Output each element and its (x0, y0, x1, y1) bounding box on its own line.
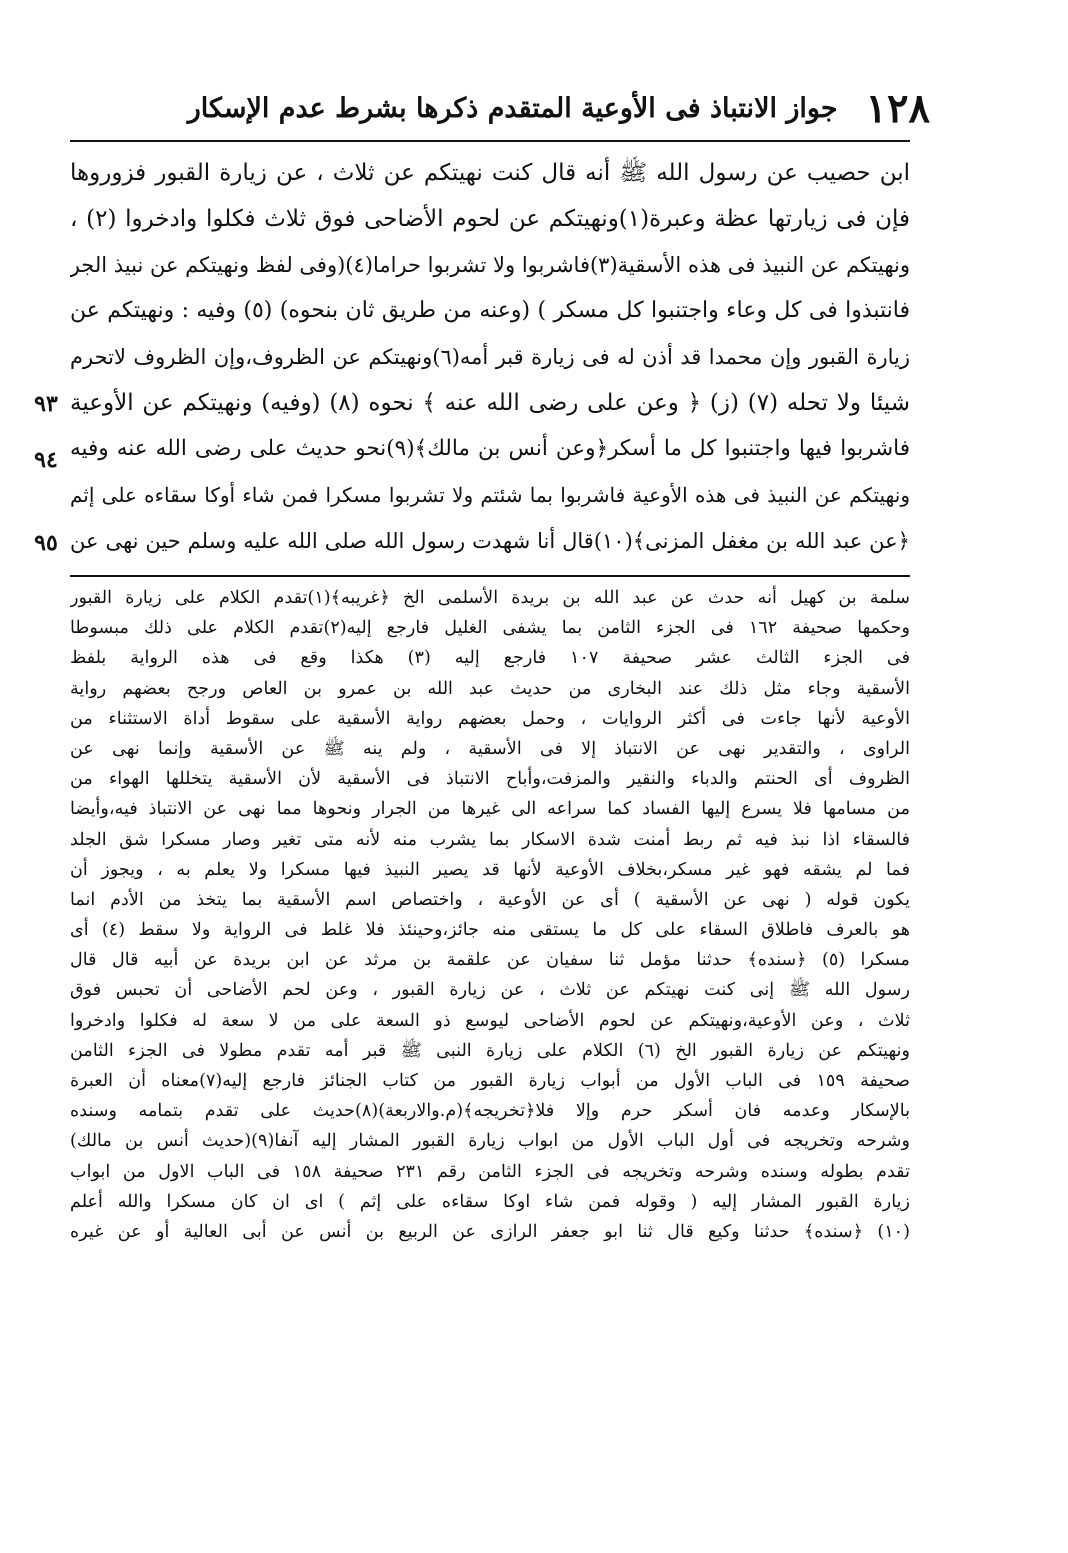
note-line: بالإسكار وعدمه فان أسكر حرم وإلا فلا﴿تخريجه﴾(م.والاربعة)(٨)حديث على تقدم بتمامه وسنده (70, 1101, 910, 1122)
note-line: الظروف أى الحنتم والدباء والنقير والمزفت،وأباح الانتباذ فى الأسقية لأن الأسقية يتخللها الهواء من (70, 769, 910, 790)
note-line: وحكمها صحيفة ١٦٢ فى الجزء الثامن بما يشفى الغليل فارجع إليه(٢)تقدم الكلام على ذلك مبسوطا (70, 618, 910, 639)
note-line: ونهيتكم عن زيارة القبور الخ (٦) الكلام على زيارة النبى ﷺ قبر أمه تقدم مطولا فى الجزء الثامن (70, 1040, 910, 1061)
commentary-notes (70, 583, 910, 1247)
note-line: رسول الله ﷺ إنى كنت نهيتكم عن ثلاث ، عن زيارة القبور ، وعن لحم الأضاحى أن تحبس فوق (70, 980, 910, 1001)
note-line: هو بالعرف فاطلاق السقاء على كل ما يستقى منه جائز،وحينئذ فلا غلط فى الرواية ولا سقط (٤) أى (70, 920, 910, 941)
hadith-number: ٩٣ (34, 391, 58, 417)
hadith-number: ٩٤ (34, 447, 58, 473)
main-text (70, 150, 910, 564)
note-line: من مسامها فلا يسرع إليها الفساد كما سراعه الى غيرها من الجرار ونحوها مما نهى عن الانتباذ فيه،وأيضا (70, 799, 910, 820)
main-line: زيارة القبور وإن محمدا قد أذن له فى زيارة قبر أمه(٦)ونهيتكم عن الظروف،وإن الظروف لاتحرم (70, 345, 910, 369)
main-line: ونهيتكم عن النبيذ فى هذه الأسقية(٣)فاشربوا ولا تشربوا حراما(٤)(وفى لفظ ونهيتكم عن نبيذ الجر (70, 253, 910, 277)
main-line: فإن فى زيارتها عظة وعبرة(١)ونهيتكم عن لحوم الأضاحى فوق ثلاث فكلوا وادخروا (٢) ، (70, 206, 910, 232)
note-line: فالسقاء اذا نبذ فيه ثم ربط أمنت شدة الاسكار بما يشرب منه لأنه متى تغير وصار مسكرا شق الجلد (70, 829, 910, 850)
main-line: ابن حصيب عن رسول الله ﷺ أنه قال كنت نهيتكم عن ثلاث ، عن زيارة القبور فزوروها (70, 160, 910, 186)
hadith-number: ٩٥ (34, 530, 58, 556)
note-line: يكون قوله ( نهى عن الأسقية ) أى عن الأوعية ، واختصاص اسم الأسقية بما يتخذ من الأدم انما (70, 889, 910, 910)
running-title: جواز الانتباذ فى الأوعية المتقدم ذكرها بشرط عدم الإسكار (187, 92, 838, 124)
note-line: سلمة بن كهيل أنه حدث عن عبد الله بن بريدة الأسلمى الخ ﴿غريبه﴾(١)تقدم الكلام على زيارة القبور (70, 588, 910, 608)
page-number: ١٢٨ (865, 84, 930, 132)
main-line: فاشربوا فيها واجتنبوا كل ما أسكر﴿وعن أنس بن مالك﴾(٩)نحو حديث على رضى الله عنه وفيه (70, 436, 910, 461)
note-line: فى الجزء الثالث عشر صحيفة ١٠٧ فارجع إليه (٣) هكذا وقع فى هذه الرواية بلفظ (70, 648, 910, 669)
note-line: تقدم بطوله وسنده وشرحه وتخريجه فى الجزء الثامن رقم ٢٣١ صحيفة ١٥٨ فى الباب الاول من ابواب (70, 1161, 910, 1182)
page-header (187, 84, 930, 132)
footnote-separator (70, 575, 910, 577)
note-line: صحيفة ١٥٩ فى الباب الأول من أبواب زيارة القبور من كتاب الجنائز فارجع إليه(٧)معناه أن العبرة (70, 1071, 910, 1091)
main-line: فانتبذوا فى كل وعاء واجتنبوا كل مسكر ) (وعنه من طريق ثان بنحوه) (٥) وفيه : ونهيتكم عن (70, 298, 910, 323)
note-line: زيارة القبور المشار إليه ( وقوله فمن شاء اوكا سقاءه على إثم ) اى ان كان مسكرا والله أعلم (70, 1191, 910, 1212)
note-line: الأوعية لأنها جاءت فى أكثر الروايات ، وحمل بعضهم رواية الأسقية على سقوط أداة الاستثناء من (70, 708, 910, 729)
note-line: (١٠) ﴿سنده﴾ حدثنا وكيع قال ثنا ابو جعفر الرازى عن الربيع بن أنس عن أبى العالية أو عن غيره (70, 1221, 910, 1242)
note-line: فما لم يشقه فهو غير مسكر،بخلاف الأوعية لأنها قد يصير النبيذ فيها مسكرا ولا يعلم به ، ويجوز أن (70, 859, 910, 880)
note-line: وشرحه وتخريجه فى أول الباب الأول من ابواب زيارة القبور المشار إليه آنفا(٩)(حديث أنس بن مالك) (70, 1131, 910, 1152)
note-line: مسكرا (٥) ﴿سنده﴾ حدثنا مؤمل ثنا سفيان عن علقمة بن مرثد عن ابن بريدة عن أبيه قال قال (70, 950, 910, 971)
note-line: الأسقية وجاء مثل ذلك عند البخارى من حديث عبد الله بن عمرو بن العاص ورجح بعضهم رواية (70, 678, 910, 699)
main-line: شيئا ولا تحله (٧) (ز) ﴿ وعن على رضى الله عنه ﴾ نحوه (٨) (وفيه) ونهيتكم عن الأوعية (70, 390, 910, 416)
note-line: ثلاث ، وعن الأوعية،ونهيتكم عن لحوم الأضاحى ليوسع ذو السعة على من لا سعة له فكلوا وادخروا (70, 1010, 910, 1031)
main-line: ونهيتكم عن النبيذ فى هذه الأوعية فاشربوا بما شئتم ولا تشربوا مسكرا فمن شاء أوكا سقاءه على إثم (70, 483, 910, 507)
header-rule (70, 140, 910, 142)
note-line: الراوى ، والتقدير نهى عن الانتباذ إلا فى الأسقية ، ولم ينه ﷺ عن الأسقية وإنما نهى عن (70, 738, 910, 759)
main-line: ﴿عن عبد الله بن مغفل المزنى﴾(١٠)قال أنا شهدت رسول الله صلى الله عليه وسلم حين نهى عن (70, 529, 910, 553)
